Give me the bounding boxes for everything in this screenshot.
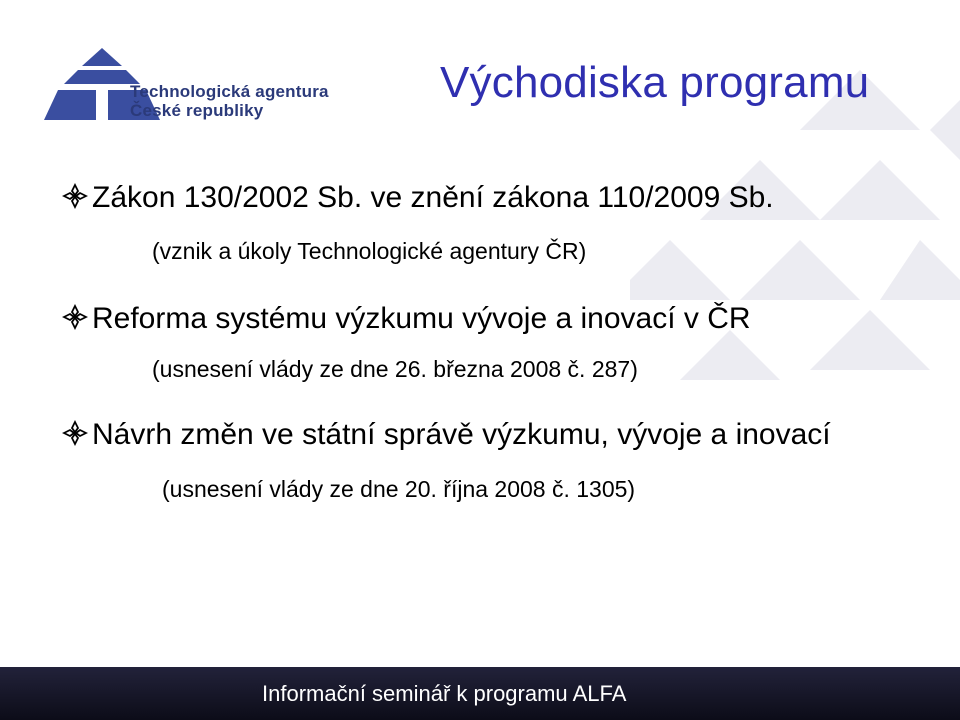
diamond-bullet-icon [62,304,88,330]
logo-subtitle: České republiky [130,101,264,120]
bullet-item-3 [62,418,831,452]
logo-text [130,82,329,120]
bullet-text-1: Zákon 130/2002 Sb. ve znění zákona 110/2009 Sb. [92,181,774,214]
bullet-subtext-1: (vznik a úkoly Technologické agentury ČR) [152,238,587,264]
logo-name: Technologická agentura [130,82,329,101]
bullet-subtext-3: (usnesení vlády ze dne 20. října 2008 č. 1305) [162,476,636,502]
footer-text: Informační seminář k programu ALFA [262,681,627,706]
diamond-bullet-icon [62,183,88,209]
footer-bar [0,667,960,720]
background-triangle-pattern [630,60,960,480]
page-title: Východiska programu [440,58,870,107]
bullet-text-2: Reforma systému výzkumu vývoje a inovací v ČR [92,302,751,335]
bullet-item-1 [62,181,774,215]
bullet-item-2 [62,302,751,336]
diamond-bullet-icon [62,420,88,446]
bullet-subtext-2: (usnesení vlády ze dne 26. března 2008 č. 287) [152,356,638,382]
bullet-text-3: Návrh změn ve státní správě výzkumu, vývoje a inovací [92,418,831,451]
